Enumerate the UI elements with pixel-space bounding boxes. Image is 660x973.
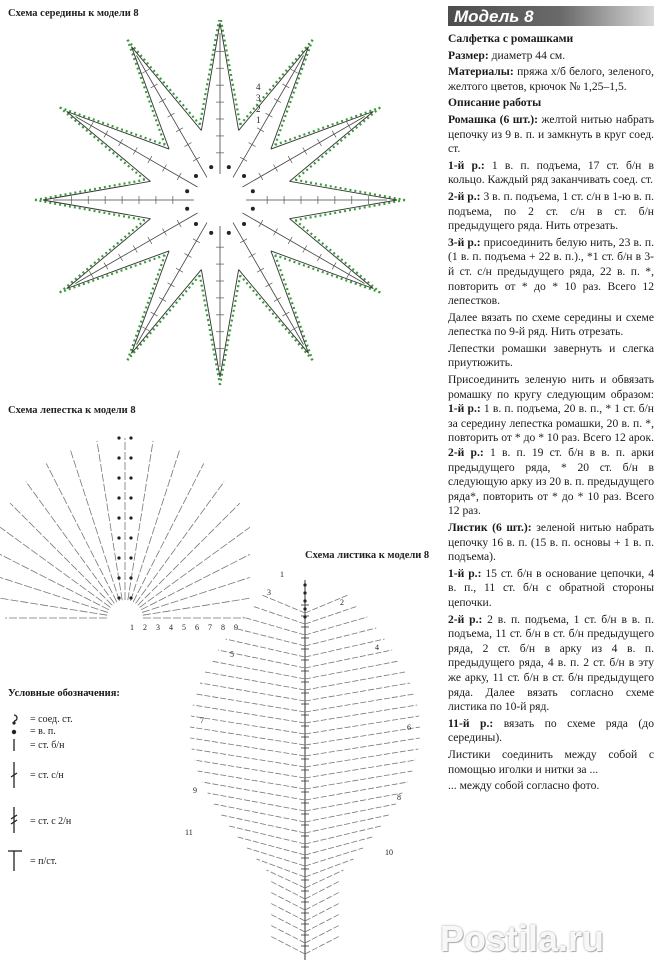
petal-row-number: 1 xyxy=(130,623,134,632)
star-outline-segment xyxy=(128,40,165,145)
star-tick xyxy=(282,84,289,88)
star-tick xyxy=(265,283,272,287)
leaf-row2-paragraph: 2-й р.: 2 в. п. подъема, 1 ст. б/н в в. п. подъема, 11 ст. б/н в ст. б/н предыдущего ряда, 2 ст. б/н в арку из 4 в. п. предыдущего ряда, 4 в. п. 2 ст. б/н в эту же арку, 11 ст. б/н в ст. б/н предыдущего ряда. Далее вязать согласно схеме листика по 10-й ряд. xyxy=(448,612,654,714)
star-tick xyxy=(303,245,307,252)
leaf-vein-right xyxy=(305,914,340,932)
star-tick xyxy=(347,122,351,129)
star-outline-segment xyxy=(60,108,165,145)
petal-dot xyxy=(129,496,132,499)
leaf-vein-left xyxy=(234,628,305,646)
star-tick xyxy=(89,122,93,129)
star-tick xyxy=(273,165,277,172)
star-outline-segment xyxy=(275,255,380,292)
star-center-dot xyxy=(227,231,231,235)
leaf-vein-left xyxy=(247,848,305,866)
star-center-dot xyxy=(194,174,198,178)
star-inner-segment xyxy=(290,112,374,182)
star-tick xyxy=(249,253,256,257)
leaf-vein-left xyxy=(270,925,305,943)
leaf-vein-right xyxy=(305,771,412,789)
leaf-vein-right xyxy=(305,815,389,833)
star-outline-segment xyxy=(240,40,312,125)
star-tick xyxy=(257,268,264,272)
star-outline-segment xyxy=(200,20,220,125)
star-outline-segment xyxy=(295,200,405,220)
star-inner-segment xyxy=(67,219,151,289)
join-paragraph: Листики соединить между собой с помощью иголки и нитки за ... xyxy=(448,747,654,776)
star-outline-segment xyxy=(275,108,380,145)
star-inner-segment xyxy=(43,181,150,200)
star-center-dot xyxy=(185,189,189,193)
leaf-vein-left xyxy=(270,892,305,910)
star-tick xyxy=(119,139,123,146)
leaf-row-number: 10 xyxy=(385,848,393,857)
center-diagram xyxy=(0,20,440,400)
star-outline-segment xyxy=(295,180,405,200)
leaf-vein-left xyxy=(190,727,305,745)
leaf-row11-paragraph: 11-й р.: вязать по схеме ряда (до середины). xyxy=(448,716,654,745)
star-tick xyxy=(142,327,149,331)
star-tick xyxy=(104,262,108,269)
petal-dot xyxy=(117,596,120,599)
star-inner-segment xyxy=(132,270,202,354)
leaf-vein-left xyxy=(196,694,305,712)
leaf-row-number: 1 xyxy=(280,570,284,579)
star-tick xyxy=(133,148,137,155)
star-outline-segment xyxy=(220,275,240,385)
star-inner-segment xyxy=(43,200,150,219)
star-center-dot xyxy=(242,174,246,178)
star-tick xyxy=(151,312,158,316)
star-tick xyxy=(163,229,167,236)
leaf-vein-right xyxy=(305,650,392,668)
star-tick xyxy=(291,327,298,331)
star-tick xyxy=(104,131,108,138)
leaf-dot xyxy=(303,591,306,594)
star-center-dot xyxy=(227,165,231,169)
star-tick xyxy=(240,239,247,243)
leaf-vein-left xyxy=(211,661,305,679)
leaf-dot xyxy=(303,607,306,610)
single-crochet-symbol-icon xyxy=(8,738,28,752)
leaf-vein-right xyxy=(305,925,340,943)
leaf-vein-right xyxy=(305,617,367,635)
star-outline-segment xyxy=(295,108,380,180)
star-tick xyxy=(151,84,158,88)
star-inner-segment xyxy=(132,251,170,353)
star-tick xyxy=(148,237,152,244)
star-tick xyxy=(282,312,289,316)
leaf-dot xyxy=(303,583,306,586)
leaf-vein-left xyxy=(192,749,305,767)
leaf-vein-right xyxy=(305,672,405,690)
leaf-vein-right xyxy=(305,837,372,855)
star-tick xyxy=(148,156,152,163)
petal-dot xyxy=(129,536,132,539)
slip-stitch-symbol-icon xyxy=(8,712,28,726)
leaf-vein-right xyxy=(305,848,363,866)
petal-dot xyxy=(117,436,120,439)
star-center-dot xyxy=(194,222,198,226)
leaf-vein-right xyxy=(305,793,402,811)
star-tick xyxy=(303,148,307,155)
petal-row-number: 6 xyxy=(195,623,199,632)
leaf-vein-right xyxy=(305,760,416,778)
star-center-dot xyxy=(209,165,213,169)
star-inner-segment xyxy=(239,270,309,354)
star-tick xyxy=(168,113,175,117)
leaf-vein-left xyxy=(214,804,305,822)
petal-row-number: 8 xyxy=(221,623,225,632)
leaf-vein-right xyxy=(305,892,340,910)
star-inner-segment xyxy=(239,47,309,131)
star-outline-segment xyxy=(128,40,200,125)
star-tick xyxy=(177,173,181,180)
leaf-vein-right xyxy=(305,661,399,679)
double-crochet-symbol-icon xyxy=(8,760,28,790)
leaf-row-number: 2 xyxy=(340,598,344,607)
star-outline-segment xyxy=(220,20,240,125)
leaf-diagram xyxy=(175,565,440,970)
petal-ray xyxy=(10,503,112,605)
star-inner-segment xyxy=(271,251,309,353)
star-tick xyxy=(168,283,175,287)
star-outline-segment xyxy=(35,200,145,220)
star-inner-segment xyxy=(132,47,202,131)
petal-dot xyxy=(129,516,132,519)
star-tick xyxy=(177,220,181,227)
center-row-number: 2 xyxy=(256,104,261,114)
materials-paragraph: Материалы: пряжа х/б белого, зеленого, желтого цветов, крючок № 1,25–1,5. xyxy=(448,65,654,93)
petal-dot xyxy=(129,556,132,559)
row3-paragraph: 3-й р.: присоединить белую нить, 23 в. п. (1 в. п. подъема + 22 в. п.)., *1 ст. б/н в 3-й ст. с/н предыдущего ряда, 22 в. п. *, повторить от * до * 10 раз. Всего 12 лепестков. xyxy=(448,235,654,308)
star-inner-segment xyxy=(220,23,239,130)
star-tick xyxy=(257,128,264,132)
chain-stitch-symbol-icon xyxy=(8,726,28,738)
center-row-number: 4 xyxy=(256,82,261,92)
star-tick xyxy=(317,254,321,261)
leaf-vein-right xyxy=(305,804,396,822)
petal-row-number: 7 xyxy=(208,623,212,632)
petal-diagram-caption: Схема лепестка к модели 8 xyxy=(8,405,136,416)
star-tick xyxy=(89,271,93,278)
star-tick xyxy=(176,268,183,272)
leaf-vein-left xyxy=(270,914,305,932)
star-tick xyxy=(193,157,200,161)
leaf-vein-left xyxy=(193,705,305,723)
next-paragraph: Далее вязать по схеме середины и схеме лепестка по 9-й ряд. Нить отрезать. xyxy=(448,310,654,339)
leaf-vein-left xyxy=(262,595,305,613)
leaf-vein-right xyxy=(305,628,376,646)
description-column xyxy=(448,6,654,796)
star-tick xyxy=(288,237,292,244)
star-outline-segment xyxy=(240,275,312,360)
petal-row-number: 2 xyxy=(143,623,147,632)
star-inner-segment xyxy=(271,112,373,150)
size-paragraph: Размер: диаметр 44 см. xyxy=(448,48,566,62)
star-center-dot xyxy=(185,207,189,211)
petals-paragraph: Лепестки ромашки завернуть и слегка приутюжить. xyxy=(448,341,654,370)
star-tick xyxy=(291,69,298,73)
leaf-diagram-caption: Схема листика к модели 8 xyxy=(305,550,430,561)
petal-dot xyxy=(129,436,132,439)
leaf-vein-right xyxy=(305,749,418,767)
petal-row-number: 3 xyxy=(156,623,160,632)
star-tick xyxy=(259,173,263,180)
center-row-number: 3 xyxy=(256,93,261,103)
star-outline-segment xyxy=(128,275,200,360)
leaf-row-number: 7 xyxy=(200,716,204,725)
star-outline-segment xyxy=(35,180,145,200)
petal-dot xyxy=(129,576,132,579)
leaf-vein-left xyxy=(205,672,305,690)
leaf-vein-right xyxy=(305,606,358,624)
star-tick xyxy=(347,271,351,278)
leaf-row-number: 4 xyxy=(375,643,379,652)
leaf-vein-left xyxy=(198,771,305,789)
half-double-crochet-symbol-icon xyxy=(8,847,28,873)
star-inner-segment xyxy=(290,219,374,289)
petal-dot xyxy=(117,556,120,559)
star-tick xyxy=(193,239,200,243)
leaf-vein-left xyxy=(191,716,305,734)
star-tick xyxy=(288,156,292,163)
leaf-vein-left xyxy=(238,837,305,855)
petal-dot xyxy=(129,456,132,459)
star-inner-segment xyxy=(67,112,151,182)
leaf-vein-right xyxy=(305,859,353,877)
leaf-row-number: 6 xyxy=(407,723,411,732)
leaf-vein-left xyxy=(270,903,305,921)
star-center-dot xyxy=(251,189,255,193)
star-inner-segment xyxy=(67,251,169,289)
star-inner-segment xyxy=(67,112,169,150)
petal-dot xyxy=(117,496,120,499)
petal-ray xyxy=(97,441,122,600)
leaf-vein-left xyxy=(257,859,305,877)
star-inner-segment xyxy=(271,47,309,149)
star-outline-segment xyxy=(128,255,165,360)
leaf-vein-right xyxy=(305,903,340,921)
star-inner-segment xyxy=(271,251,373,289)
leaf-vein-left xyxy=(252,606,305,624)
last-paragraph: ... между собой согласно фото. xyxy=(448,779,600,793)
center-row-number: 1 xyxy=(256,115,261,125)
leaf-vein-right xyxy=(305,881,340,899)
leaf-paragraph: Листик (6 шт.): зеленой нитью набрать цепочку 16 в. п. (15 в. п. основы + 1 в. п. подъема). xyxy=(448,521,654,564)
subtitle: Салфетка с ромашками xyxy=(448,32,574,45)
leaf-vein-right xyxy=(305,738,420,756)
center-diagram-caption: Схема середины к модели 8 xyxy=(8,8,139,19)
star-tick xyxy=(176,128,183,132)
row2-paragraph: 2-й р.: 3 в. п. подъема, 1 ст. с/н в 1-ю в. п. подъема, по 2 ст. с/н в ст. б/н предыдущего ряда. Нить отрезать. xyxy=(448,189,654,233)
petal-dot xyxy=(117,476,120,479)
leaf-vein-right xyxy=(305,716,419,734)
star-tick xyxy=(159,297,166,301)
star-center-dot xyxy=(251,207,255,211)
leaf-vein-left xyxy=(194,760,305,778)
petal-row-number: 5 xyxy=(182,623,186,632)
leaf-row-number: 11 xyxy=(185,828,193,837)
petal-dot xyxy=(129,476,132,479)
star-tick xyxy=(332,262,336,269)
treble-crochet-symbol-icon xyxy=(8,805,28,835)
star-tick xyxy=(259,220,263,227)
star-tick xyxy=(133,245,137,252)
petal-ray xyxy=(128,441,153,600)
star-outline-segment xyxy=(60,220,145,292)
leaf-row-number: 8 xyxy=(397,793,401,802)
leaf-row-number: 9 xyxy=(193,786,197,795)
star-tick xyxy=(185,253,192,257)
petal-row-number: 4 xyxy=(169,623,173,632)
row1-paragraph: 1-й р.: 1 в. п. подъема, 17 ст. б/н в кольцо. Каждый ряд заканчивать соед. ст. xyxy=(448,158,654,187)
star-outline-segment xyxy=(275,40,312,145)
star-tick xyxy=(185,143,192,147)
leaf-vein-right xyxy=(305,694,414,712)
star-tick xyxy=(332,131,336,138)
star-tick xyxy=(159,99,166,103)
leaf-vein-left xyxy=(202,782,305,800)
leaf-vein-left xyxy=(243,617,305,635)
petal-dot xyxy=(129,596,132,599)
star-tick xyxy=(163,165,167,172)
star-tick xyxy=(274,99,281,103)
petal-dot xyxy=(117,576,120,579)
leaf-vein-right xyxy=(305,870,344,888)
model-title: Модель 8 xyxy=(448,6,654,26)
star-tick xyxy=(274,297,281,301)
star-tick xyxy=(273,229,277,236)
leaf-vein-left xyxy=(221,815,305,833)
green-paragraph: Присоединить зеленую нить и обвязать ромашку по кругу следующим образом: 1-й р.: 1 в. п. подъема, 20 в. п., * 1 ст. б/н за середину лепестка ромашки, 20 в. п. *, повторить от * до * 10 раз. Всего 12 арок. 2-й р.: 1 в. п. 19 ст. б/н в в. п. арки предыдущего ряда, * 20 ст. б/н в следующую арку из 20 в. п. предыдущего ряда*, повторить от * до * 10 раз. Всего 12 раз. xyxy=(448,373,654,518)
petal-dot xyxy=(117,456,120,459)
leaf-vein-left xyxy=(266,870,305,888)
petal-dot xyxy=(117,516,120,519)
petal-ray xyxy=(26,482,114,604)
star-inner-segment xyxy=(290,181,397,200)
leaf-dot xyxy=(303,599,306,602)
leaf-vein-left xyxy=(190,738,305,756)
star-inner-segment xyxy=(290,200,397,219)
petal-row-number: 9 xyxy=(234,623,238,632)
leaf-vein-right xyxy=(305,826,381,844)
star-outline-segment xyxy=(60,108,145,180)
star-tick xyxy=(249,143,256,147)
leaf-vein-right xyxy=(305,683,410,701)
description-title: Описание работы xyxy=(448,96,542,110)
leaf-row1-paragraph: 1-й р.: 15 ст. б/н в основание цепочки, 4 в. п., 11 ст. б/н с обратной стороны цепочки. xyxy=(448,566,654,609)
star-tick xyxy=(317,139,321,146)
leaf-vein-right xyxy=(305,782,408,800)
star-inner-segment xyxy=(132,47,170,149)
star-inner-segment xyxy=(220,270,239,377)
daisy-paragraph: Ромашка (6 шт.): желтой нитью набрать цепочку из 9 в. п. и замкнуть в круг соед. ст. xyxy=(448,112,654,156)
leaf-dot xyxy=(303,615,306,618)
star-outline-segment xyxy=(60,255,165,292)
leaf-vein-left xyxy=(270,936,305,954)
leaf-vein-right xyxy=(305,727,420,745)
leaf-row-number: 5 xyxy=(230,650,234,659)
leaf-vein-left xyxy=(229,826,305,844)
petal-dot xyxy=(117,536,120,539)
leaf-vein-left xyxy=(208,793,305,811)
star-tick xyxy=(142,69,149,73)
leaf-vein-left xyxy=(200,683,305,701)
star-tick xyxy=(265,113,272,117)
watermark-logo: Postila.ru xyxy=(440,918,605,959)
star-tick xyxy=(240,157,247,161)
star-outline-segment xyxy=(200,275,220,385)
star-outline-segment xyxy=(275,255,312,360)
star-outline-segment xyxy=(295,220,380,292)
star-center-dot xyxy=(242,222,246,226)
star-inner-segment xyxy=(201,23,220,130)
leaf-vein-left xyxy=(270,881,305,899)
leaf-row-number: 3 xyxy=(267,588,271,597)
star-tick xyxy=(119,254,123,261)
leaf-vein-right xyxy=(305,936,340,954)
star-center-dot xyxy=(209,231,213,235)
star-inner-segment xyxy=(201,270,220,377)
leaf-vein-right xyxy=(305,705,417,723)
legend-title: Условные обозначения: xyxy=(8,688,120,699)
